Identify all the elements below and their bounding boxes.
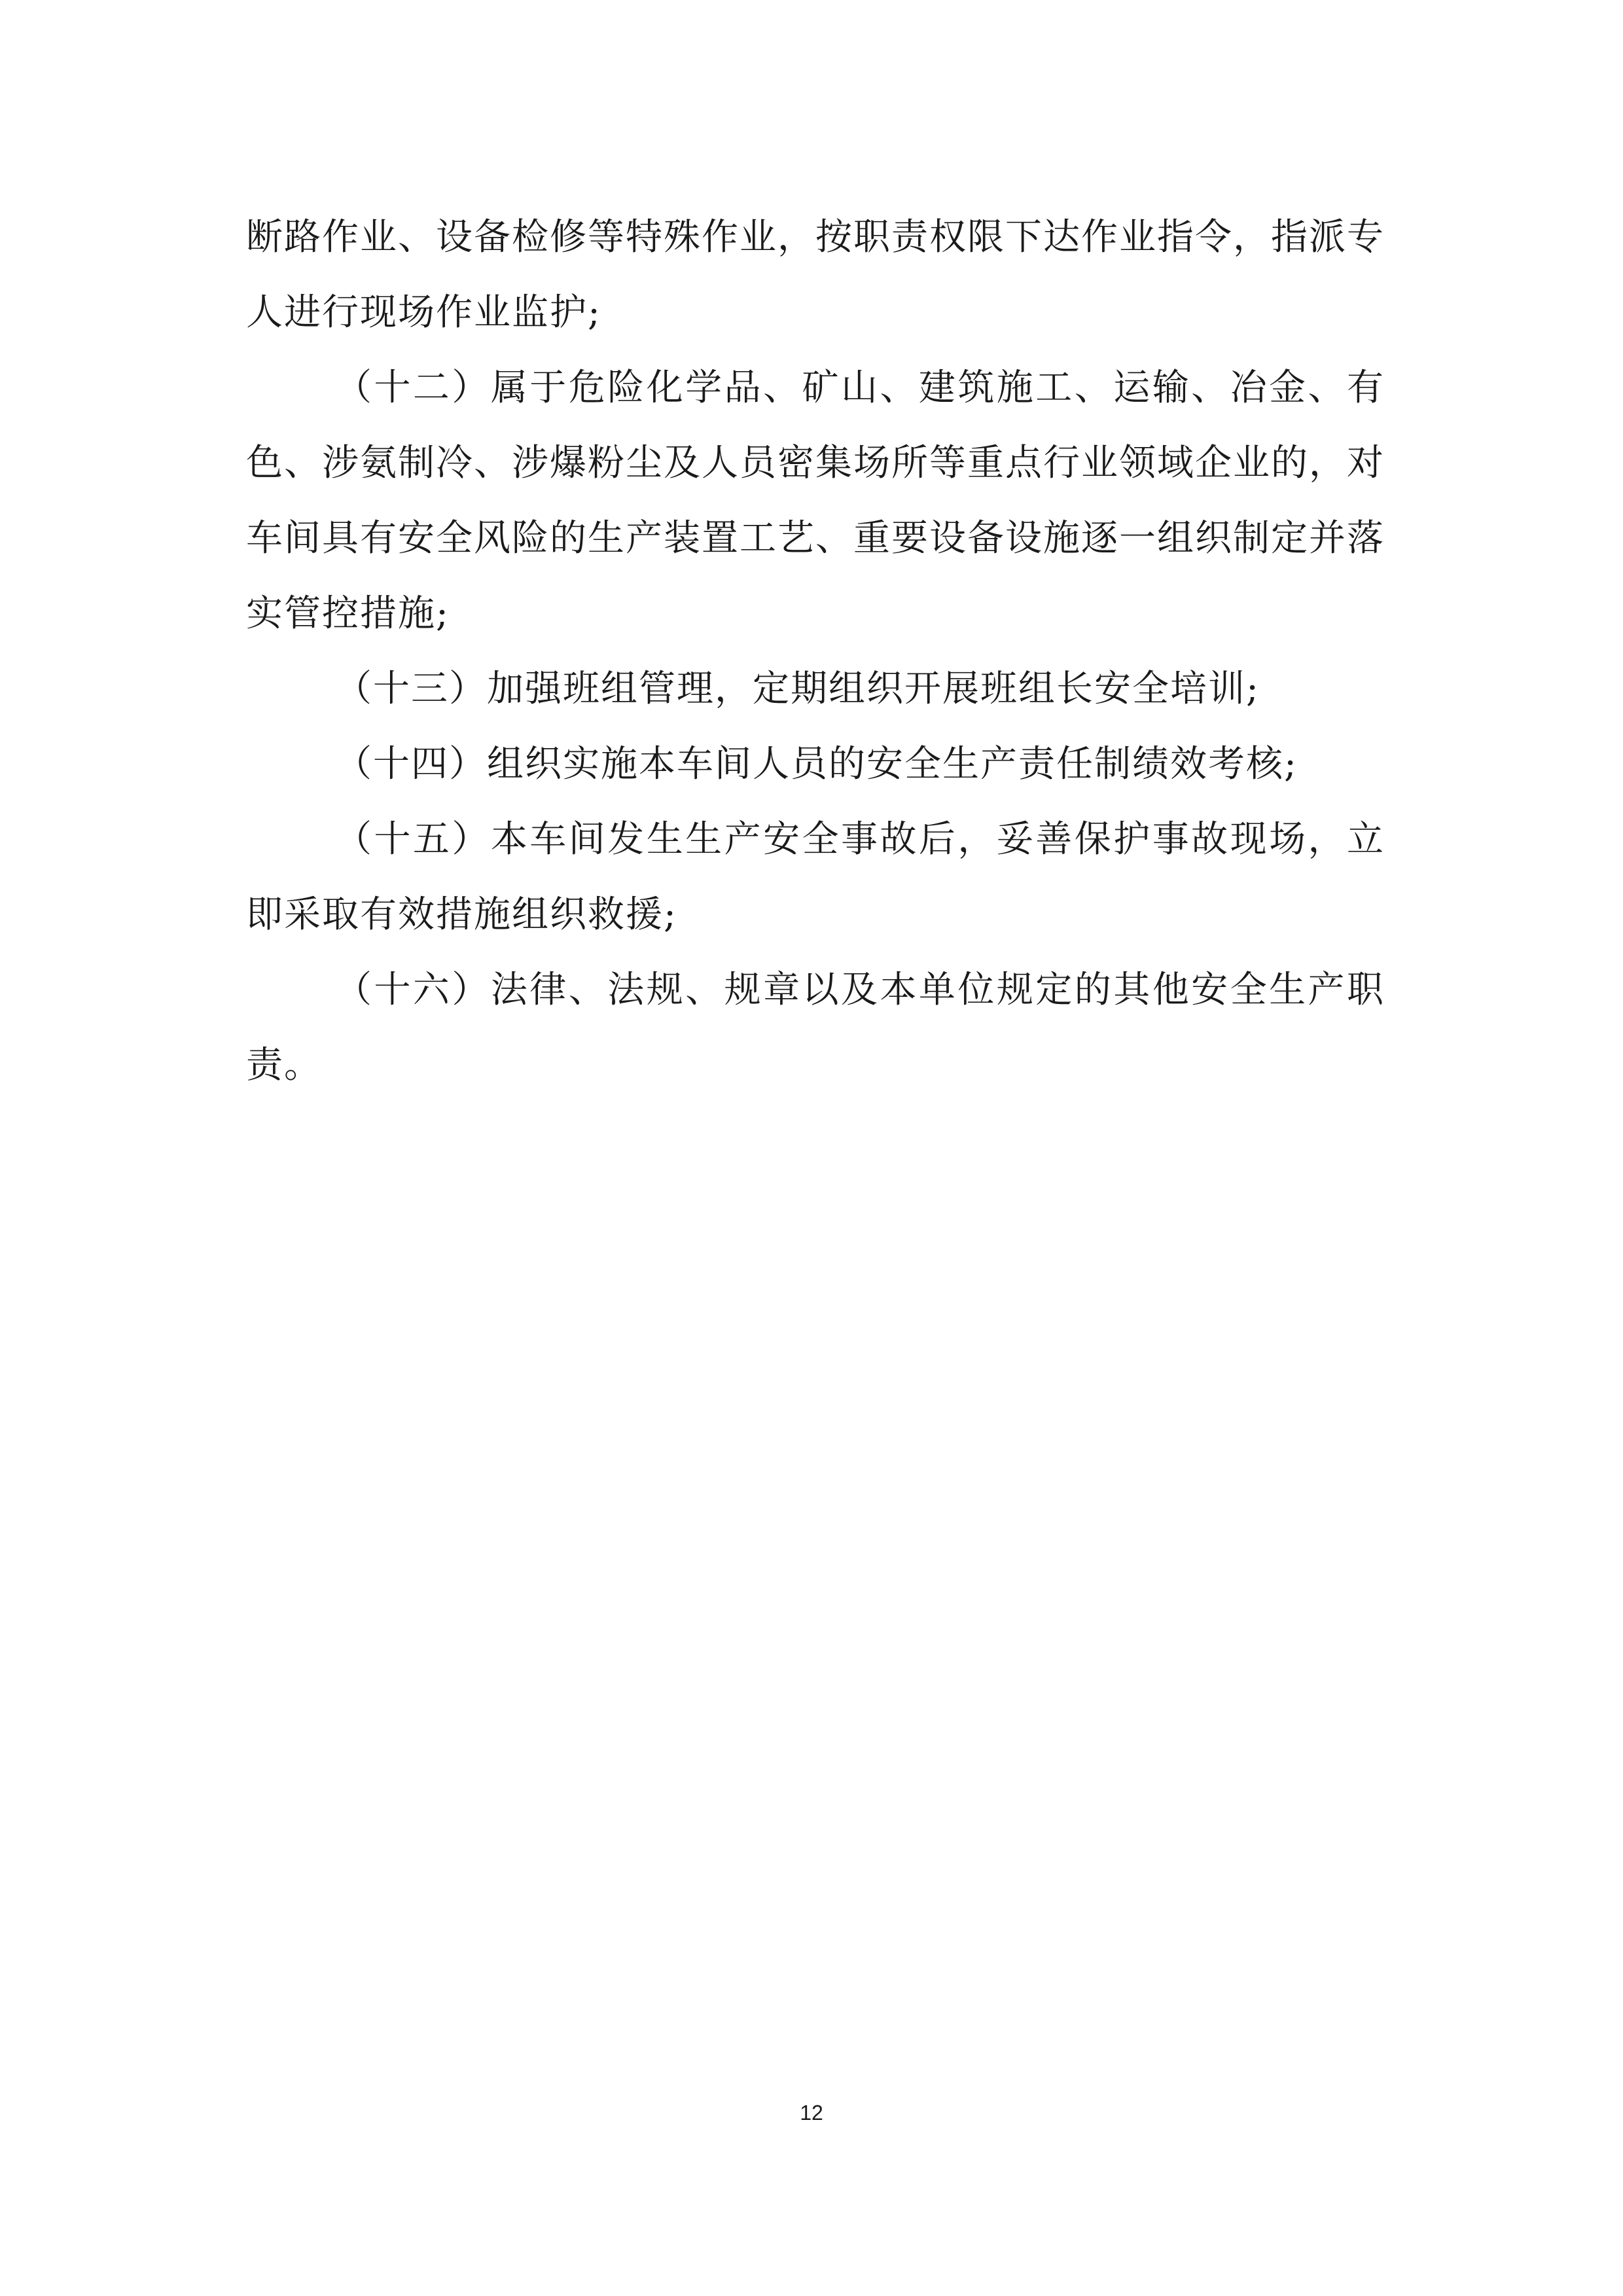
paragraph-item-15: （十五）本车间发生生产安全事故后，妥善保护事故现场，立即采取有效措施组织救援; <box>246 818 1385 936</box>
document-body <box>246 200 1385 1103</box>
paragraph-item-13: （十三）加强班组管理，定期组织开展班组长安全培训; <box>335 668 1260 710</box>
paragraph-item-16: （十六）法律、法规、规章以及本单位规定的其他安全生产职责。 <box>246 969 1385 1086</box>
paragraph-item-14: （十四）组织实施本车间人员的安全生产责任制绩效考核; <box>335 743 1298 785</box>
paragraph-item-12: （十二）属于危险化学品、矿山、建筑施工、运输、冶金、有色、涉氨制冷、涉爆粉尘及人员密集场所等重点行业领域企业的，对车间具有安全风险的生产装置工艺、重要设备设施逐一组织制定并落实管控措施; <box>246 367 1385 635</box>
paragraph-continuation: 断路作业、设备检修等特殊作业，按职责权限下达作业指令，指派专人进行现场作业监护; <box>246 216 1385 334</box>
page-number: 12 <box>800 2101 823 2125</box>
